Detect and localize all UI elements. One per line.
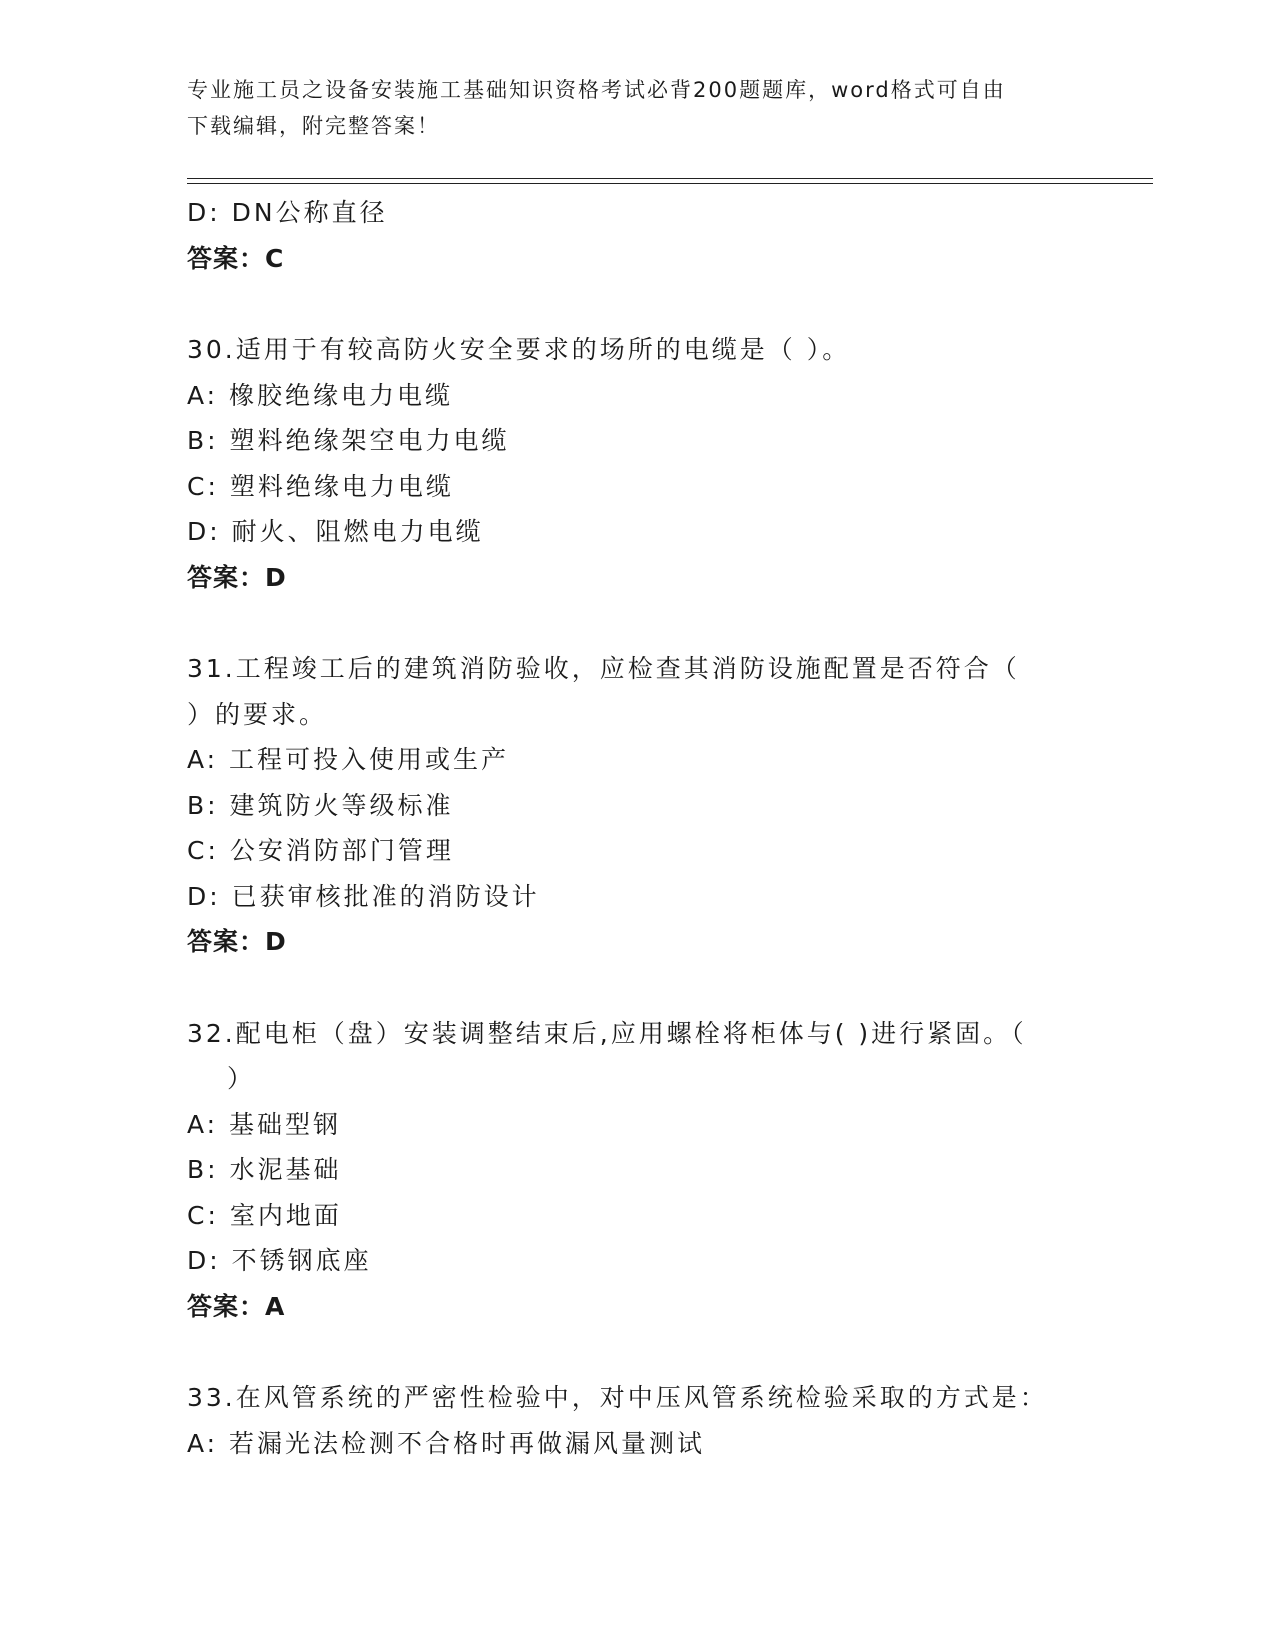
option-a: A: 若漏光法检测不合格时再做漏风量测试 xyxy=(187,1428,706,1458)
question-32 xyxy=(187,1011,1087,1330)
option-b: B: 塑料绝缘架空电力电缆 xyxy=(187,426,510,455)
answer: 答案：C xyxy=(187,243,285,273)
option-b: B: 建筑防火等级标准 xyxy=(187,790,454,820)
spacer xyxy=(187,600,1087,646)
spacer xyxy=(187,965,1087,1011)
option-d: D: 耐火、阻燃电力电缆 xyxy=(187,517,484,546)
header-line-1: 专业施工员之设备安装施工基础知识资格考试必背200题题库，word格式可自由 xyxy=(187,78,1006,102)
question-31 xyxy=(187,646,1087,965)
option-a: A: 工程可投入使用或生产 xyxy=(187,745,510,774)
question-stem-continued: ）的要求。 xyxy=(187,699,328,729)
option-c: C: 塑料绝缘电力电缆 xyxy=(187,471,454,501)
option-d: D: 不锈钢底座 xyxy=(187,1246,372,1275)
option-a: A: 基础型钢 xyxy=(187,1109,342,1139)
question-stem: 32.配电柜（盘）安装调整结束后,应用螺栓将柜体与( )进行紧固。（ xyxy=(187,1018,1027,1048)
question-stem: 33.在风管系统的严密性检验中，对中压风管系统检验采取的方式是： xyxy=(187,1383,1048,1412)
option-d: D: DN公称直径 xyxy=(187,198,388,227)
document-body xyxy=(187,190,1087,1466)
option-c: C: 公安消防部门管理 xyxy=(187,836,454,865)
answer: 答案：D xyxy=(187,562,287,592)
document-header xyxy=(187,72,1087,144)
option-c: C: 室内地面 xyxy=(187,1200,342,1230)
question-33 xyxy=(187,1375,1087,1466)
question-stem: 30.适用于有较高防火安全要求的场所的电缆是（ ）。 xyxy=(187,335,851,364)
question-30 xyxy=(187,327,1087,600)
answer: 答案：A xyxy=(187,1291,286,1321)
question-29-tail xyxy=(187,190,1087,281)
option-d: D: 已获审核批准的消防设计 xyxy=(187,881,540,911)
header-rule-top xyxy=(187,178,1153,179)
option-a: A: 橡胶绝缘电力电缆 xyxy=(187,380,454,410)
question-stem: 31.工程竣工后的建筑消防验收，应检查其消防设施配置是否符合（ xyxy=(187,654,1020,683)
option-b: B: 水泥基础 xyxy=(187,1155,342,1184)
answer: 答案：D xyxy=(187,927,287,956)
question-stem-continued: ） xyxy=(227,1064,256,1093)
spacer xyxy=(187,281,1087,327)
spacer xyxy=(187,1329,1087,1375)
header-rule-bottom xyxy=(187,183,1153,184)
header-line-2: 下载编辑，附完整答案！ xyxy=(187,114,440,138)
